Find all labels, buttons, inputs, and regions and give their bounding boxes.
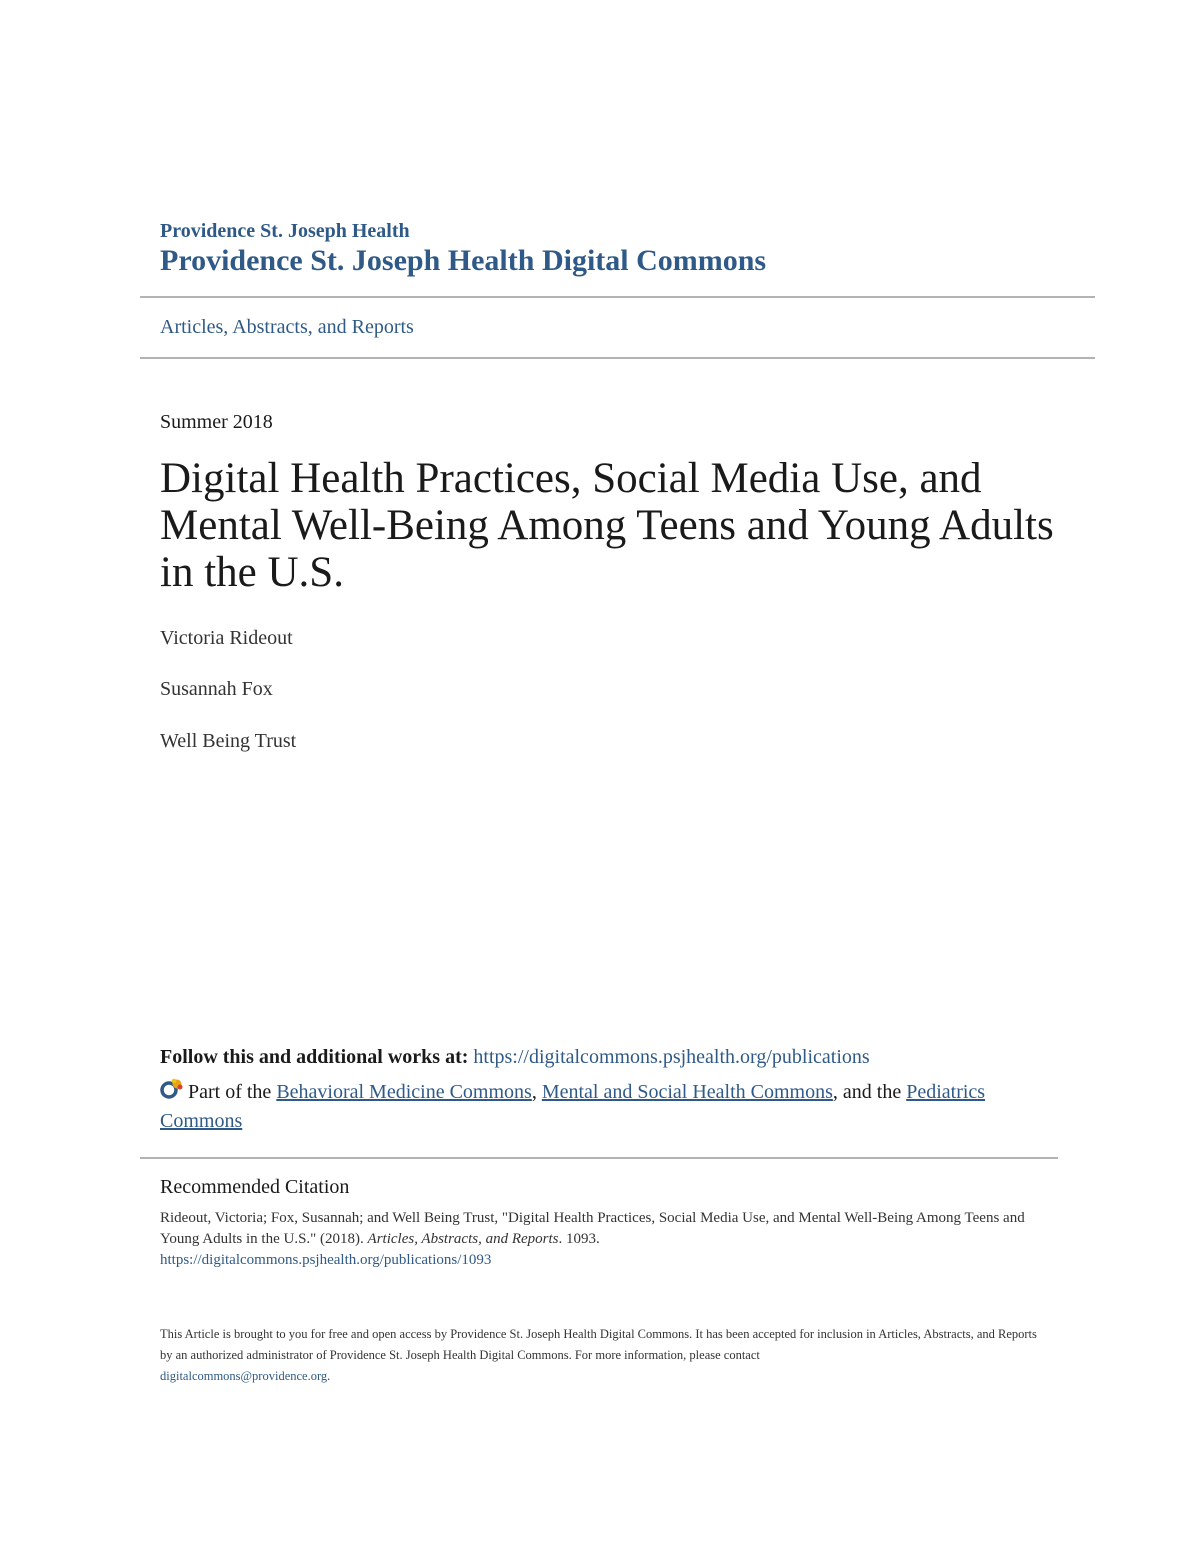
separator: , and the: [832, 1081, 902, 1103]
author-name: Susannah Fox: [160, 678, 273, 700]
author-name: Victoria Rideout: [160, 627, 293, 649]
footer-period: .: [327, 1369, 331, 1383]
citation-number: . 1093.: [558, 1231, 600, 1247]
commons-link-pediatrics[interactable]: Pediatrics Commons: [160, 1081, 986, 1132]
follow-link[interactable]: https://digitalcommons.psjhealth.org/publications: [473, 1046, 870, 1068]
commons-link-mental-social-health[interactable]: Mental and Social Health Commons: [541, 1081, 833, 1103]
contact-email-link[interactable]: digitalcommons@providence.org: [160, 1369, 328, 1383]
network-logo-icon: [160, 1078, 184, 1100]
header-divider-top: [140, 296, 1095, 298]
author-name: Well Being Trust: [160, 730, 297, 752]
follow-label: Follow this and additional works at:: [160, 1046, 469, 1068]
footer-text: This Article is brought to you for free and open access by Providence St. Joseph Health Digital Commons. It has been accepted for inclusion in Articles, Abstracts, and Reports by an authorized administrator of Providence St. Joseph Health Digital Commons. For more information, please contact: [160, 1327, 1037, 1362]
footer-notice: [160, 1324, 1050, 1387]
publication-date: Summer 2018: [160, 411, 273, 433]
separator: ,: [531, 1081, 537, 1103]
header-divider-bottom: [140, 357, 1095, 359]
citation-url-link[interactable]: https://digitalcommons.psjhealth.org/publications/1093: [160, 1252, 492, 1268]
commons-link-behavioral-medicine[interactable]: Behavioral Medicine Commons: [276, 1081, 532, 1103]
citation-main: Rideout, Victoria; Fox, Susannah; and Well Being Trust, "Digital Health Practices, Social Media Use, and Mental Well-Being Among Teens and Young Adults in the U.S." (2018).: [160, 1210, 1025, 1247]
series-name[interactable]: Articles, Abstracts, and Reports: [160, 316, 414, 338]
citation-text: [160, 1208, 1040, 1271]
citation-journal: Articles, Abstracts, and Reports: [367, 1231, 559, 1247]
citation-heading: Recommended Citation: [160, 1176, 350, 1198]
institution-name[interactable]: Providence St. Joseph Health: [160, 220, 410, 242]
follow-line: [160, 1046, 870, 1069]
repository-name[interactable]: Providence St. Joseph Health Digital Commons: [160, 244, 767, 277]
article-title: Digital Health Practices, Social Media Use, and Mental Well-Being Among Teens and Young Adults in the U.S.: [160, 455, 1054, 596]
citation-divider: [140, 1157, 1058, 1159]
part-of-prefix: Part of the: [188, 1081, 272, 1103]
part-of-line: [160, 1078, 1040, 1136]
